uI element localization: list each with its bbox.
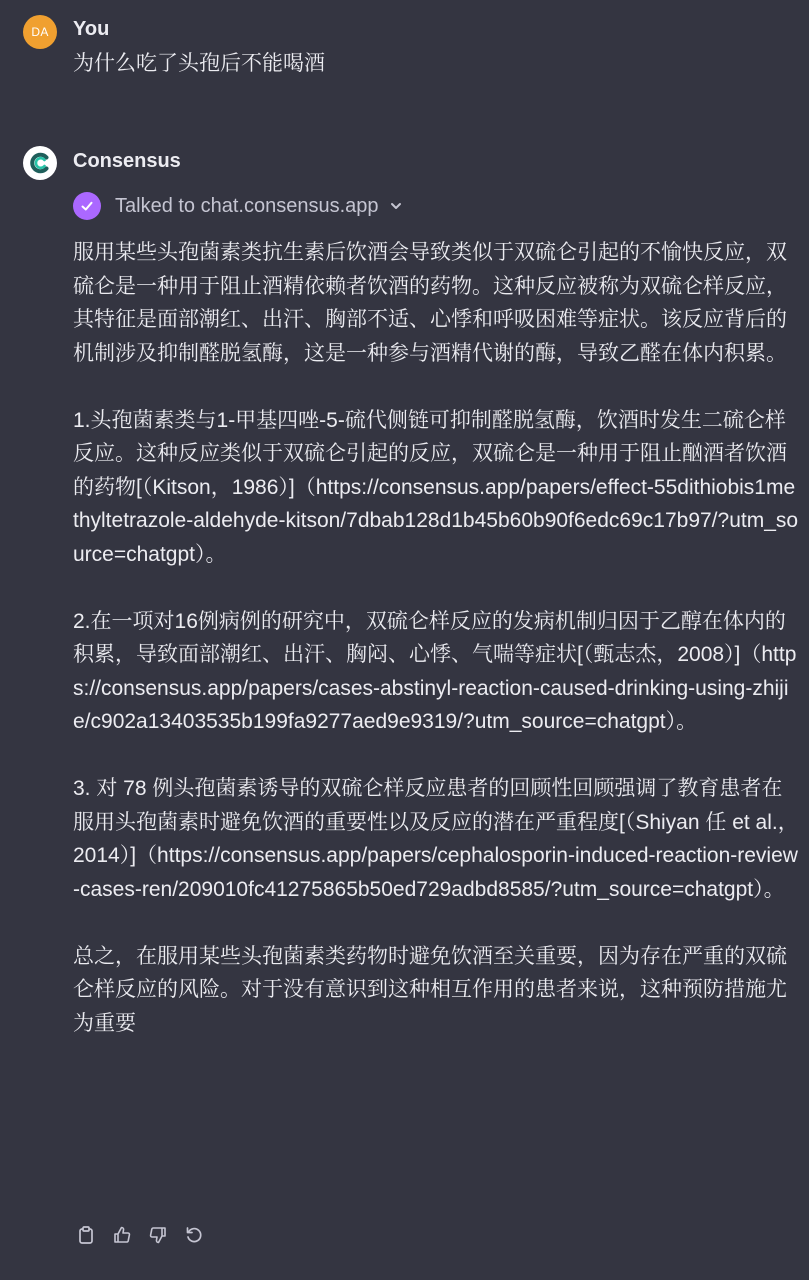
copy-button[interactable] — [75, 1224, 97, 1246]
thumbs-up-button[interactable] — [111, 1224, 133, 1246]
chevron-down-icon[interactable] — [389, 199, 403, 213]
user-avatar — [23, 15, 57, 49]
check-badge-icon — [73, 192, 101, 220]
assistant-response-body — [73, 236, 799, 1040]
response-paragraph-intro: 服用某些头孢菌素类抗生素后饮酒会导致类似于双硫仑引起的不愉快反应，双硫仑是一种用于阻止酒精依赖者饮酒的药物。这种反应被称为双硫仑样反应，其特征是面部潮红、出汗、胸部不适、心悸和呼吸困难等症状。该反应背后的机制涉及抑制醛脱氢酶，这是一种参与酒精代谢的酶，导致乙醛在体内积累。 — [73, 241, 787, 365]
tool-call-toggle[interactable] — [73, 192, 403, 220]
assistant-author-name: Consensus — [73, 150, 181, 172]
consensus-logo-icon — [23, 146, 57, 180]
response-paragraph-point-2: 2.在一项对16例病例的研究中，双硫仑样反应的发病机制归因于乙醇在体内的积累，导致面部潮红、出汗、胸闷、心悸、气喘等症状[（甄志杰，2008）]（https://consensus.app/papers/cases-abstinyl-reaction-caused-drinking-using-zhijie/c902a13403535b199fa9277aed9e9319/?utm_source=chatgpt）。 — [73, 609, 797, 733]
thumbs-down-icon — [148, 1225, 168, 1245]
user-message-text: 为什么吃了头孢后不能喝酒 — [73, 52, 325, 75]
user-author-name: You — [73, 18, 110, 40]
clipboard-icon — [76, 1225, 96, 1245]
response-paragraph-point-1: 1.头孢菌素类与1-甲基四唑-5-硫代侧链可抑制醛脱氢酶，饮酒时发生二硫仑样反应。这种反应类似于双硫仑引起的反应，双硫仑是一种用于阻止酗酒者饮酒的药物[（Kitson，1986）]（https://consensus.app/papers/effect-55dithiobis1methyltetrazole-aldehyde-kitson/7dbab128d1b45b60b90f6edc69c17b97/?utm_source=chatgpt）。 — [73, 408, 799, 566]
user-avatar-initials: DA — [31, 25, 49, 39]
thumbs-down-button[interactable] — [147, 1224, 169, 1246]
response-paragraph-conclusion: 总之，在服用某些头孢菌素类药物时避免饮酒至关重要，因为存在严重的双硫仑样反应的风险。对于没有意识到这种相互作用的患者来说，这种预防措施尤为重要 — [73, 944, 787, 1035]
refresh-icon — [184, 1225, 204, 1245]
tool-call-label: Talked to chat.consensus.app — [115, 194, 379, 217]
response-paragraph-point-3: 3. 对 78 例头孢菌素诱导的双硫仑样反应患者的回顾性回顾强调了教育患者在服用头孢菌素时避免饮酒的重要性以及反应的潜在严重程度[（Shiyan 任 et al.， 2014）]（https://consensus.app/papers/cephalosporin-induced-reaction-review-cases-ren/209010fc41275865b50ed729adbd8585/?utm_source=chatgpt）。 — [73, 777, 799, 901]
thumbs-up-icon — [112, 1225, 132, 1245]
message-actions — [75, 1224, 205, 1246]
regenerate-button[interactable] — [183, 1224, 205, 1246]
